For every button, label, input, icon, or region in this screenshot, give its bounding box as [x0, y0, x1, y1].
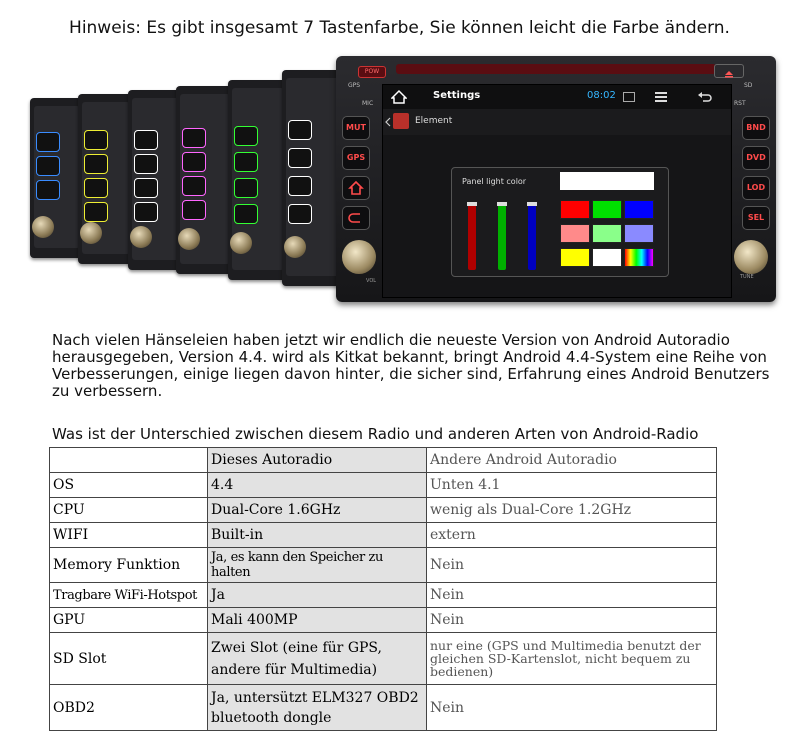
intro-paragraph: Nach vielen Hänseleien haben jetzt wir endlich die neueste Version von Android Autoradio herausgegeben, Version 4.4. wird als Kitkat bekannt, bringt Android 4.4-System eine Reihe von Verbesserungen, einige liegen davon hinter, die sicher sind, Erfahrung eines Android Benutzers zu verbessern. [52, 331, 770, 400]
radio-unit-5 [228, 80, 288, 280]
menu-icon[interactable] [655, 92, 667, 102]
android-screen [382, 84, 732, 298]
home-icon[interactable] [391, 89, 407, 105]
table-cell: Tragbare WiFi-Hotspot [50, 583, 208, 608]
radio-unit-1 [30, 98, 84, 258]
gps-button[interactable]: GPS [342, 146, 370, 170]
sub-header [383, 109, 731, 136]
swatch-light-blue[interactable] [624, 224, 654, 243]
table-cell: Nein [427, 608, 717, 633]
panel-light-color-dialog [451, 167, 669, 277]
radio-unit-main [336, 56, 776, 302]
volume-knob[interactable] [342, 240, 376, 274]
color-preview [560, 172, 654, 190]
dvd-button[interactable]: DVD [742, 146, 770, 170]
vol-label: VOL [366, 278, 377, 284]
settings-tools-icon [393, 113, 409, 129]
table-cell: SD Slot [50, 633, 208, 685]
table-cell: GPU [50, 608, 208, 633]
table-header-cell [50, 448, 208, 473]
return-icon[interactable] [697, 91, 713, 103]
radio-unit-4 [176, 86, 234, 274]
swatch-blue[interactable] [624, 200, 654, 219]
table-cell: nur eine (GPS und Multimedia benutzt der gleichen SD-Kartenslot, nicht bequem zu bedienen) [427, 633, 717, 685]
table-cell: OBD2 [50, 685, 208, 731]
blue-slider[interactable] [528, 204, 536, 270]
table-cell: Zwei Slot (eine für GPS, andere für Multimedia) [208, 633, 427, 685]
disc-slot [396, 64, 716, 74]
table-row [50, 548, 717, 583]
table-row [50, 583, 717, 608]
table-cell: wenig als Dual-Core 1.2GHz [427, 498, 717, 523]
table-cell: Memory Funktion [50, 548, 208, 583]
table-cell: OS [50, 473, 208, 498]
table-row [50, 523, 717, 548]
screen-title: Settings [433, 90, 481, 101]
green-slider[interactable] [498, 204, 506, 270]
pow-button[interactable]: POW [358, 66, 386, 78]
back-button[interactable] [342, 206, 370, 230]
swatch-light-green[interactable] [592, 224, 622, 243]
bnd-button[interactable]: BND [742, 116, 770, 140]
table-cell: 4.4 [208, 473, 427, 498]
table-cell: Ja [208, 583, 427, 608]
mic-label: MIC [362, 100, 374, 107]
gps-label: GPS [348, 82, 361, 89]
table-row [50, 473, 717, 498]
radio-unit-6 [282, 70, 344, 286]
table-cell: Ja, es kann den Speicher zu halten [208, 548, 427, 583]
tune-knob[interactable] [734, 240, 768, 274]
status-bar [383, 85, 731, 110]
table-row [50, 608, 717, 633]
table-cell: Unten 4.1 [427, 473, 717, 498]
table-header-cell: Dieses Autoradio [208, 448, 427, 473]
radio-unit-2 [78, 94, 134, 264]
table-cell: CPU [50, 498, 208, 523]
table-cell: Ja, untersützt ELM327 OBD2 bluetooth dongle [208, 685, 427, 731]
screenshot-icon[interactable] [623, 92, 635, 102]
table-row [50, 633, 717, 685]
rst-label: RST [734, 100, 746, 107]
table-cell: Nein [427, 548, 717, 583]
red-slider[interactable] [468, 204, 476, 270]
sub-header-label: Element [415, 116, 453, 126]
table-row [50, 685, 717, 731]
table-header-row [50, 448, 717, 473]
table-cell: extern [427, 523, 717, 548]
swatch-yellow[interactable] [560, 248, 590, 267]
table-cell: WIFI [50, 523, 208, 548]
table-cell: Nein [427, 583, 717, 608]
home-icon [343, 177, 369, 199]
swatch-white[interactable] [592, 248, 622, 267]
table-cell: Mali 400MP [208, 608, 427, 633]
lod-button[interactable]: LOD [742, 176, 770, 200]
tune-label: TUNE [740, 274, 754, 280]
home-button[interactable] [342, 176, 370, 200]
panel-light-label: Panel light color [462, 177, 527, 186]
hint-text: Hinweis: Es gibt insgesamt 7 Tastenfarbe, Sie können leicht die Farbe ändern. [69, 18, 730, 38]
clock: 08:02 [587, 90, 616, 101]
back-icon [343, 207, 369, 229]
table-title: Was ist der Unterschied zwischen diesem Radio und anderen Arten von Android-Radio [52, 425, 699, 443]
table-cell: Nein [427, 685, 717, 731]
swatch-green[interactable] [592, 200, 622, 219]
sel-button[interactable]: SEL [742, 206, 770, 230]
eject-button[interactable] [714, 64, 744, 78]
swatch-light-red[interactable] [560, 224, 590, 243]
table-cell: Dual-Core 1.6GHz [208, 498, 427, 523]
product-image [28, 54, 776, 312]
table-header-cell: Andere Android Autoradio [427, 448, 717, 473]
chevron-left-icon[interactable] [385, 117, 391, 127]
comparison-table [49, 447, 717, 731]
table-row [50, 498, 717, 523]
mut-button[interactable]: MUT [342, 116, 370, 140]
swatch-rainbow[interactable] [624, 248, 654, 267]
table-cell: Built-in [208, 523, 427, 548]
swatch-red[interactable] [560, 200, 590, 219]
sd-label: SD [744, 82, 753, 89]
